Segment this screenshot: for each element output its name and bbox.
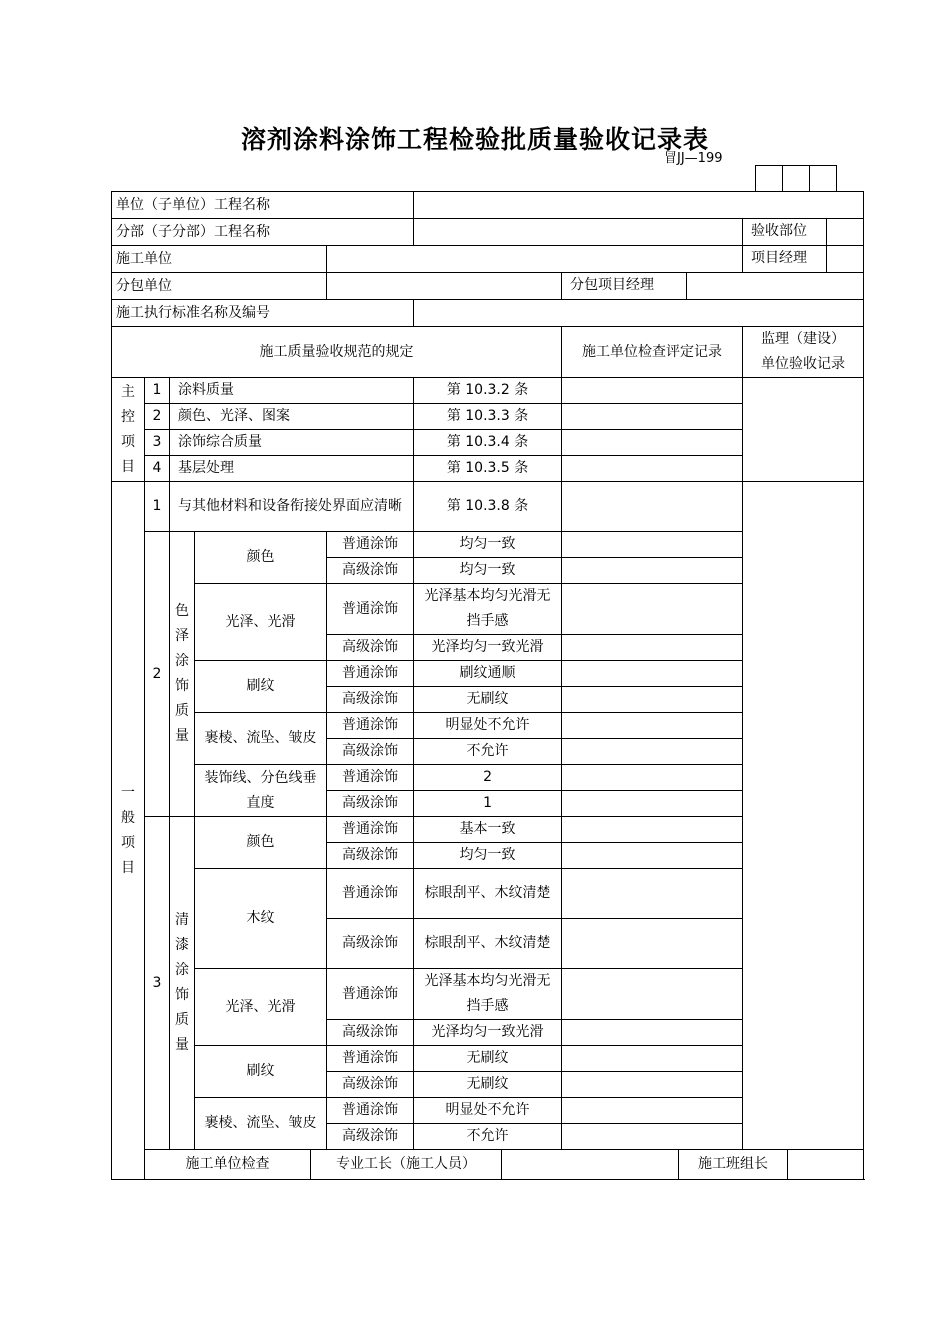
coating-grade: 普通涂饰 bbox=[327, 969, 414, 1020]
contractor-check-label: 施工单位检查 bbox=[145, 1150, 311, 1179]
requirement: 棕眼刮平、木纹清楚 bbox=[414, 869, 562, 919]
requirement: 不允许 bbox=[414, 1124, 562, 1150]
main-control-label: 主 控 项 目 bbox=[112, 378, 145, 482]
item-record[interactable] bbox=[562, 817, 743, 843]
item-name: 涂饰综合质量 bbox=[170, 430, 414, 456]
item-record[interactable] bbox=[562, 687, 743, 713]
item-name: 涂料质量 bbox=[170, 378, 414, 404]
coating-grade: 普通涂饰 bbox=[327, 713, 414, 739]
coating-grade: 高级涂饰 bbox=[327, 1124, 414, 1150]
item-record[interactable] bbox=[562, 661, 743, 687]
varnish-coating-group-label: 清 漆 涂 饰 质 量 bbox=[170, 817, 195, 1150]
coating-grade: 高级涂饰 bbox=[327, 739, 414, 765]
item-record[interactable] bbox=[562, 1020, 743, 1046]
item-number: 3 bbox=[145, 430, 170, 456]
coating-grade: 普通涂饰 bbox=[327, 765, 414, 791]
foreman-label: 专业工长（施工人员） bbox=[311, 1150, 502, 1179]
coating-grade: 高级涂饰 bbox=[327, 635, 414, 661]
requirement: 棕眼刮平、木纹清楚 bbox=[414, 919, 562, 969]
requirement: 均匀一致 bbox=[414, 532, 562, 558]
requirement: 2 bbox=[414, 765, 562, 791]
requirement: 1 bbox=[414, 791, 562, 817]
item-record[interactable] bbox=[562, 430, 743, 456]
coating-grade: 普通涂饰 bbox=[327, 1098, 414, 1124]
requirement: 光泽基本均匀光滑无挡手感 bbox=[414, 969, 562, 1020]
standard-label: 施工执行标准名称及编号 bbox=[112, 300, 414, 327]
coating-grade: 高级涂饰 bbox=[327, 791, 414, 817]
attr-name: 刷纹 bbox=[195, 1046, 327, 1098]
coating-grade: 高级涂饰 bbox=[327, 1072, 414, 1098]
attr-name: 颜色 bbox=[195, 817, 327, 869]
item-record[interactable] bbox=[562, 869, 743, 919]
spec-column-header: 施工质量验收规范的规定 bbox=[112, 327, 562, 378]
subcontractor-label: 分包单位 bbox=[112, 273, 327, 300]
item-name: 颜色、光泽、图案 bbox=[170, 404, 414, 430]
coating-grade: 高级涂饰 bbox=[327, 843, 414, 869]
unit-project-value[interactable] bbox=[414, 192, 864, 219]
item-record[interactable] bbox=[562, 919, 743, 969]
coating-grade: 高级涂饰 bbox=[327, 1020, 414, 1046]
contractor-record-header: 施工单位检查评定记录 bbox=[562, 327, 743, 378]
item-record[interactable] bbox=[562, 1046, 743, 1072]
number-box[interactable] bbox=[783, 166, 810, 192]
acceptance-part-value[interactable] bbox=[827, 219, 863, 245]
coating-grade: 高级涂饰 bbox=[327, 558, 414, 584]
sub-project-label: 分部（子分部）工程名称 bbox=[112, 219, 414, 246]
item-number: 1 bbox=[145, 378, 170, 404]
attr-name: 光泽、光滑 bbox=[195, 584, 327, 661]
unit-project-label: 单位（子单位）工程名称 bbox=[112, 192, 414, 219]
requirement: 无刷纹 bbox=[414, 1072, 562, 1098]
acceptance-part-label: 验收部位 bbox=[743, 219, 827, 245]
attr-name: 装饰线、分色线垂直度 bbox=[195, 765, 327, 817]
requirement: 均匀一致 bbox=[414, 843, 562, 869]
coating-grade: 高级涂饰 bbox=[327, 687, 414, 713]
item-record[interactable] bbox=[562, 843, 743, 869]
coating-grade: 普通涂饰 bbox=[327, 1046, 414, 1072]
coating-grade: 普通涂饰 bbox=[327, 869, 414, 919]
item-number: 2 bbox=[145, 532, 170, 817]
item-name: 与其他材料和设备衔接处界面应清晰 bbox=[170, 482, 414, 532]
coating-grade: 普通涂饰 bbox=[327, 661, 414, 687]
attr-name: 木纹 bbox=[195, 869, 327, 969]
item-record[interactable] bbox=[562, 791, 743, 817]
item-number: 2 bbox=[145, 404, 170, 430]
item-number: 1 bbox=[145, 482, 170, 532]
form-number-boxes bbox=[755, 165, 837, 192]
item-record[interactable] bbox=[562, 1098, 743, 1124]
coating-grade: 普通涂饰 bbox=[327, 532, 414, 558]
requirement: 光泽基本均匀光滑无挡手感 bbox=[414, 584, 562, 635]
item-record[interactable] bbox=[562, 713, 743, 739]
item-record[interactable] bbox=[562, 969, 743, 1020]
supervisor-record-header: 监理（建设） 单位验收记录 bbox=[743, 327, 864, 378]
requirement: 均匀一致 bbox=[414, 558, 562, 584]
attr-name: 颜色 bbox=[195, 532, 327, 584]
color-coating-group-label: 色 泽 涂 饰 质 量 bbox=[170, 532, 195, 817]
item-record[interactable] bbox=[562, 404, 743, 430]
requirement: 刷纹通顺 bbox=[414, 661, 562, 687]
project-manager-label: 项目经理 bbox=[743, 246, 827, 272]
item-record[interactable] bbox=[562, 456, 743, 482]
requirement: 明显处不允许 bbox=[414, 713, 562, 739]
item-record[interactable] bbox=[562, 558, 743, 584]
item-record[interactable] bbox=[562, 532, 743, 558]
item-clause: 第 10.3.3 条 bbox=[414, 404, 562, 430]
requirement: 不允许 bbox=[414, 739, 562, 765]
form-code: 冒JJ—199 bbox=[664, 151, 723, 166]
requirement: 光泽均匀一致光滑 bbox=[414, 635, 562, 661]
item-clause: 第 10.3.8 条 bbox=[414, 482, 562, 532]
requirement: 无刷纹 bbox=[414, 687, 562, 713]
item-record[interactable] bbox=[562, 584, 743, 635]
attr-name: 光泽、光滑 bbox=[195, 969, 327, 1046]
sub-project-value[interactable] bbox=[414, 219, 743, 246]
subcontractor-value[interactable] bbox=[327, 273, 562, 300]
requirement: 基本一致 bbox=[414, 817, 562, 843]
requirement: 明显处不允许 bbox=[414, 1098, 562, 1124]
coating-grade: 普通涂饰 bbox=[327, 584, 414, 635]
item-clause: 第 10.3.4 条 bbox=[414, 430, 562, 456]
team-leader-label: 施工班组长 bbox=[679, 1150, 788, 1179]
item-record[interactable] bbox=[562, 739, 743, 765]
contractor-label: 施工单位 bbox=[112, 246, 327, 273]
contractor-value[interactable] bbox=[327, 246, 743, 273]
sub-project-manager-label: 分包项目经理 bbox=[562, 273, 687, 299]
number-box[interactable] bbox=[756, 166, 783, 192]
item-record[interactable] bbox=[562, 482, 743, 532]
requirement: 光泽均匀一致光滑 bbox=[414, 1020, 562, 1046]
requirement: 无刷纹 bbox=[414, 1046, 562, 1072]
attr-name: 刷纹 bbox=[195, 661, 327, 713]
item-record[interactable] bbox=[562, 635, 743, 661]
general-items-label: 一 般 项 目 bbox=[112, 482, 145, 1180]
main-control-supervisor-record[interactable] bbox=[743, 378, 864, 482]
team-leader-value[interactable] bbox=[788, 1150, 863, 1179]
item-record[interactable] bbox=[562, 1072, 743, 1098]
foreman-value[interactable] bbox=[502, 1150, 679, 1179]
item-clause: 第 10.3.2 条 bbox=[414, 378, 562, 404]
item-name: 基层处理 bbox=[170, 456, 414, 482]
attr-name: 裹棱、流坠、皱皮 bbox=[195, 713, 327, 765]
page-title: 溶剂涂料涂饰工程检验批质量验收记录表 bbox=[240, 125, 709, 154]
coating-grade: 高级涂饰 bbox=[327, 919, 414, 969]
item-record[interactable] bbox=[562, 378, 743, 404]
number-box[interactable] bbox=[810, 166, 837, 192]
project-manager-value[interactable] bbox=[827, 246, 863, 272]
item-record[interactable] bbox=[562, 1124, 743, 1150]
acceptance-table bbox=[111, 191, 864, 1180]
item-clause: 第 10.3.5 条 bbox=[414, 456, 562, 482]
sub-project-manager-value[interactable] bbox=[687, 273, 863, 299]
item-number: 4 bbox=[145, 456, 170, 482]
attr-name: 裹棱、流坠、皱皮 bbox=[195, 1098, 327, 1150]
general-supervisor-record[interactable] bbox=[743, 482, 864, 1150]
standard-value[interactable] bbox=[414, 300, 864, 327]
item-number: 3 bbox=[145, 817, 170, 1150]
coating-grade: 普通涂饰 bbox=[327, 817, 414, 843]
item-record[interactable] bbox=[562, 765, 743, 791]
